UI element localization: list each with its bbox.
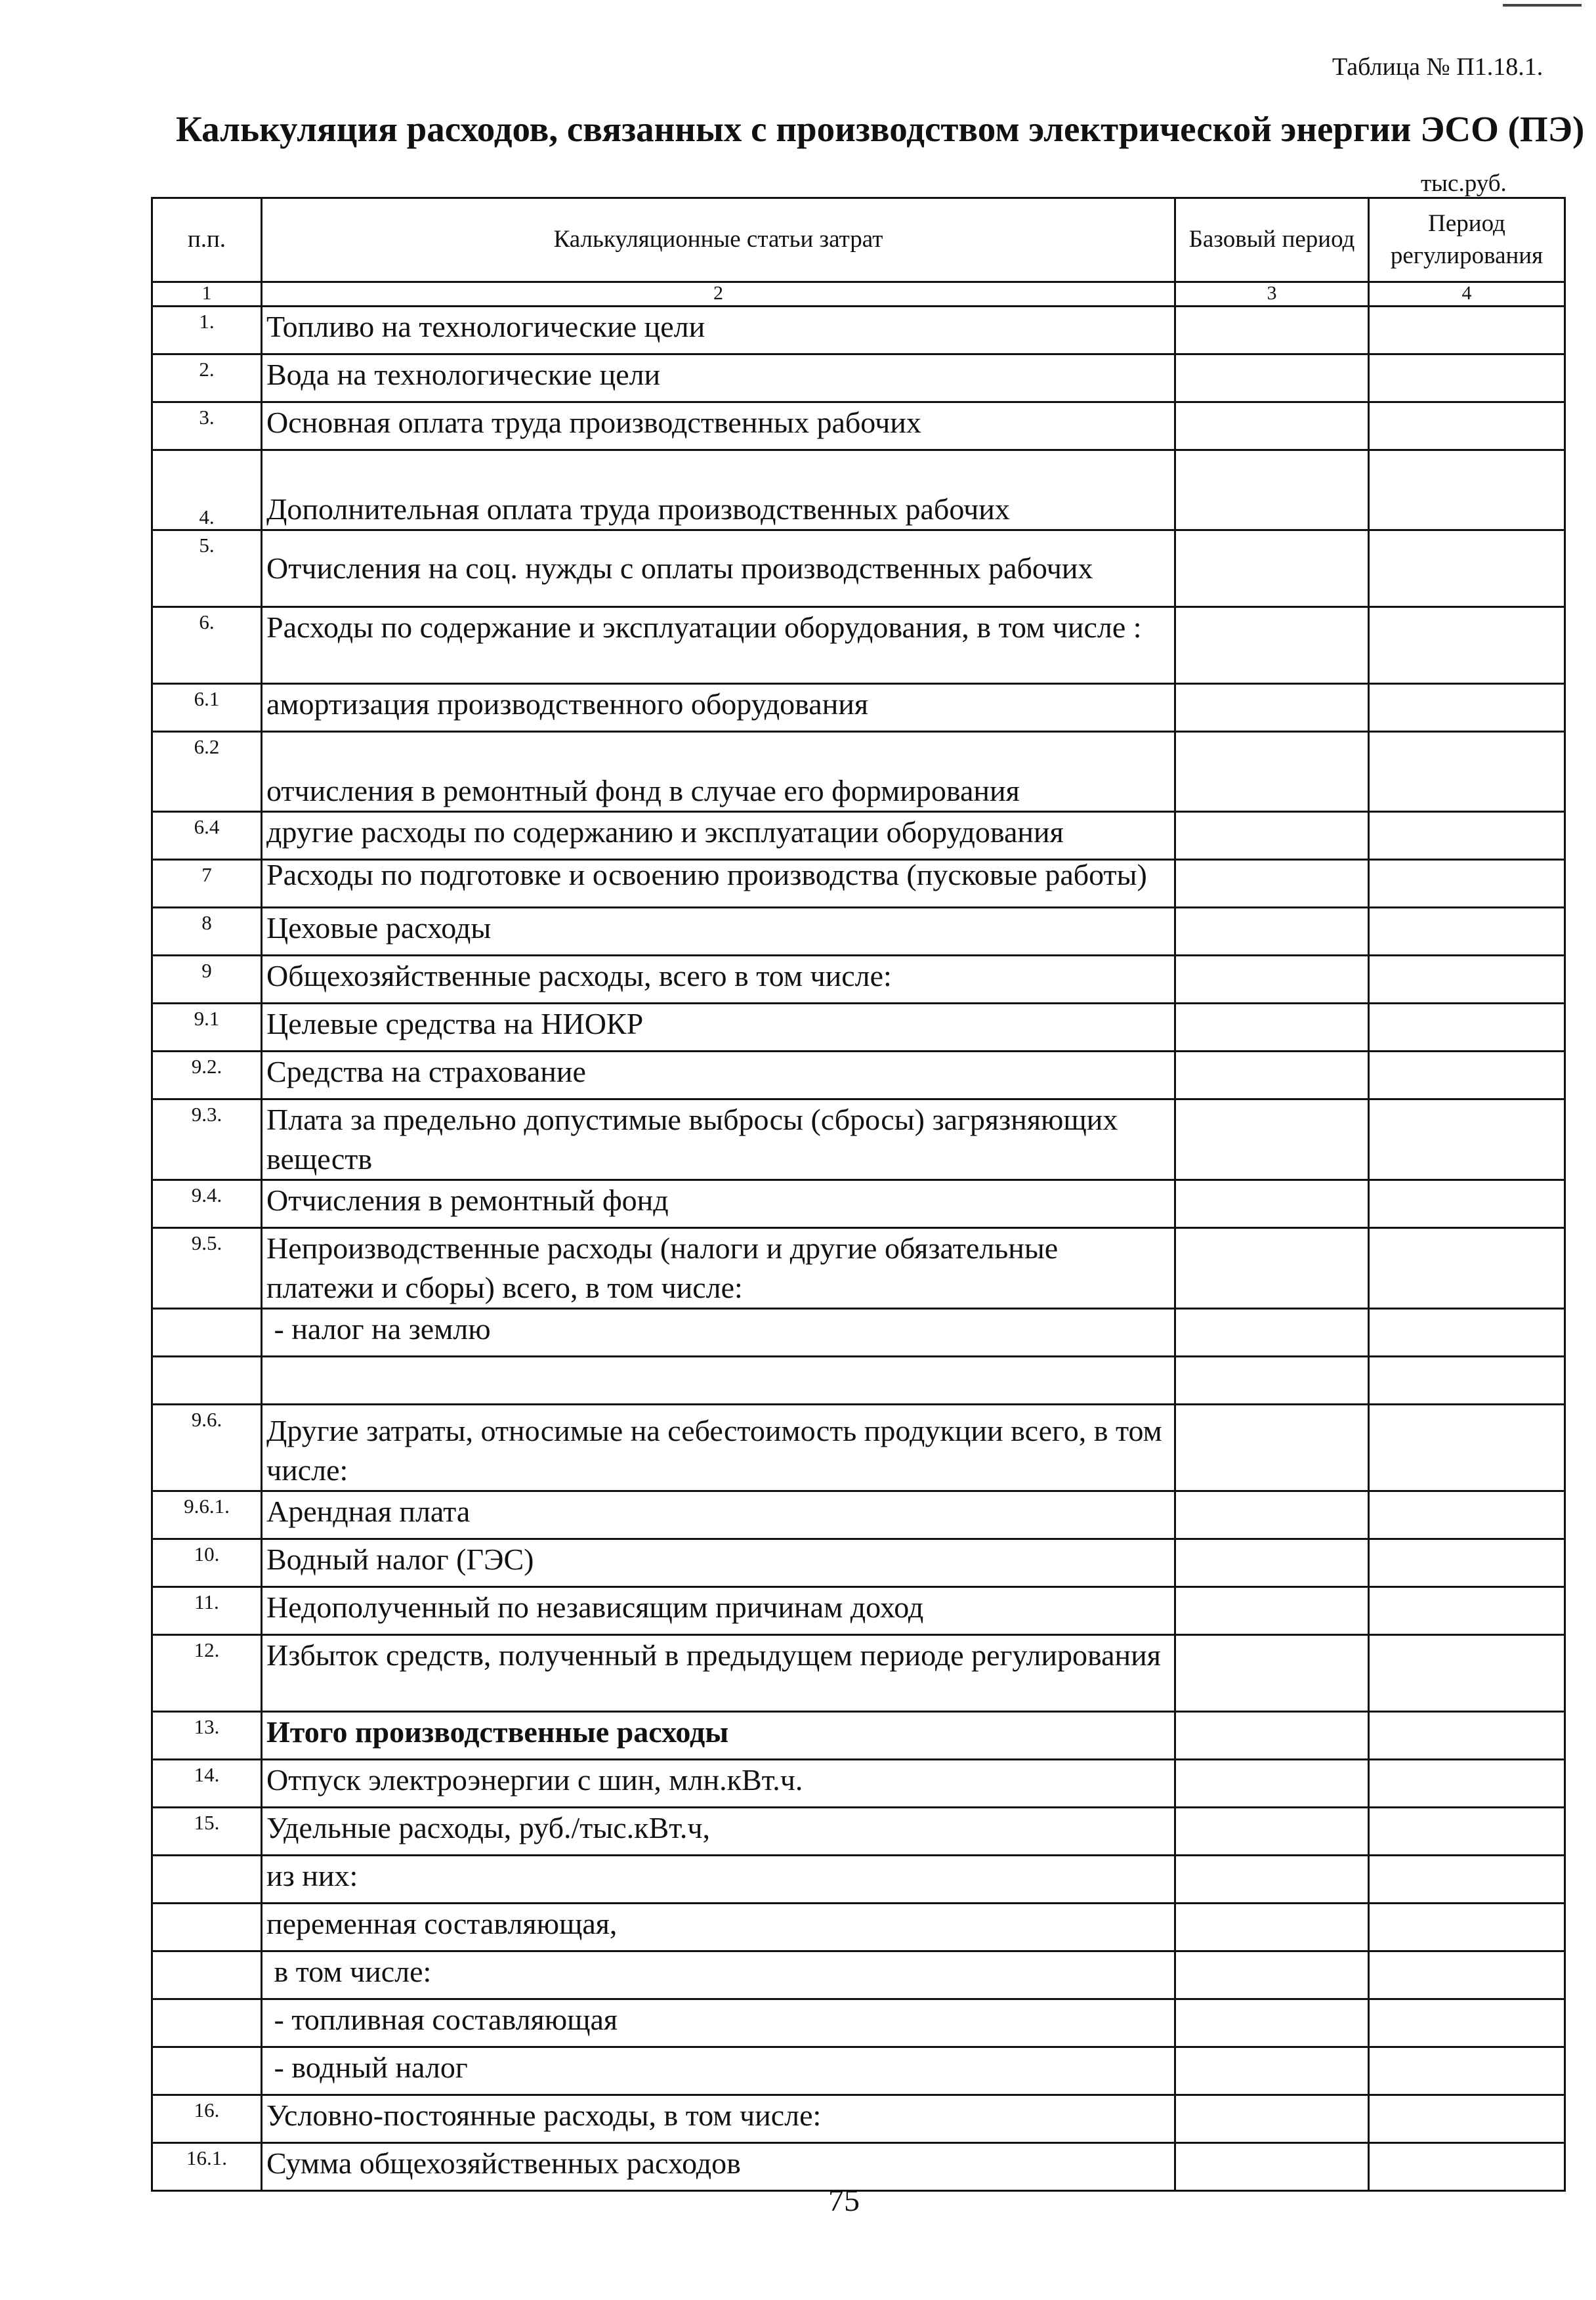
base-period-cell [1175, 1180, 1369, 1228]
table-row [152, 1405, 1565, 1491]
row-label: из них: [262, 1856, 1175, 1904]
table-row [152, 1712, 1565, 1760]
table-row [152, 402, 1565, 450]
row-number: 11. [152, 1587, 262, 1635]
table-row [152, 1904, 1565, 1951]
base-period-cell [1175, 354, 1369, 402]
table-row [152, 1180, 1565, 1228]
row-label: Целевые средства на НИОКР [262, 1004, 1175, 1052]
row-label: Отпуск электроэнергии с шин, млн.кВт.ч. [262, 1760, 1175, 1808]
column-header-items: Калькуляционные статьи затрат [262, 198, 1175, 282]
row-number: 9.1 [152, 1004, 262, 1052]
table-row [152, 1539, 1565, 1587]
base-period-cell [1175, 1587, 1369, 1635]
base-period-cell [1175, 1405, 1369, 1491]
row-number: 9.6.1. [152, 1491, 262, 1539]
row-label: Плата за предельно допустимые выбросы (сбросы) загрязняющих веществ [262, 1099, 1175, 1180]
table-row [152, 354, 1565, 402]
row-number: 6.1 [152, 684, 262, 732]
base-period-cell [1175, 1228, 1369, 1309]
base-period-cell [1175, 402, 1369, 450]
row-number: 9.3. [152, 1099, 262, 1180]
base-period-cell [1175, 2143, 1369, 2191]
regulation-period-cell [1369, 1904, 1565, 1951]
table-row [152, 684, 1565, 732]
row-label: Топливо на технологические цели [262, 307, 1175, 354]
base-period-cell [1175, 908, 1369, 956]
table-row [152, 1808, 1565, 1856]
row-label: Непроизводственные расходы (налоги и другие обязательные платежи и сборы) всего, в том числе: [262, 1228, 1175, 1309]
row-number: 4. [152, 450, 262, 530]
row-label: Дополнительная оплата труда производственных рабочих [262, 450, 1175, 530]
row-number: 15. [152, 1808, 262, 1856]
row-number: 2. [152, 354, 262, 402]
row-number: 6.2 [152, 732, 262, 812]
row-number: 9.2. [152, 1052, 262, 1099]
row-label: - налог на землю [262, 1309, 1175, 1357]
base-period-cell [1175, 1004, 1369, 1052]
base-period-cell [1175, 1904, 1369, 1951]
regulation-period-cell [1369, 1099, 1565, 1180]
table-row [152, 1004, 1565, 1052]
row-number: 16.1. [152, 2143, 262, 2191]
regulation-period-cell [1369, 1004, 1565, 1052]
row-label: Вода на технологические цели [262, 354, 1175, 402]
row-number: 13. [152, 1712, 262, 1760]
regulation-period-cell [1369, 2095, 1565, 2143]
base-period-cell [1175, 1856, 1369, 1904]
row-label: Арендная плата [262, 1491, 1175, 1539]
row-label: Цеховые расходы [262, 908, 1175, 956]
base-period-cell [1175, 1539, 1369, 1587]
regulation-period-cell [1369, 908, 1565, 956]
table-row [152, 908, 1565, 956]
row-number: 10. [152, 1539, 262, 1587]
row-label: Сумма общехозяйственных расходов [262, 2143, 1175, 2191]
row-label: Условно-постоянные расходы, в том числе: [262, 2095, 1175, 2143]
regulation-period-cell [1369, 1760, 1565, 1808]
regulation-period-cell [1369, 1491, 1565, 1539]
table-row [152, 1760, 1565, 1808]
column-number: 4 [1369, 282, 1565, 307]
row-number: 9.4. [152, 1180, 262, 1228]
table-row [152, 307, 1565, 354]
regulation-period-cell [1369, 607, 1565, 684]
regulation-period-cell [1369, 1856, 1565, 1904]
row-label: Избыток средств, полученный в предыдущем периоде регулирования [262, 1635, 1175, 1712]
regulation-period-cell [1369, 1999, 1565, 2047]
row-label: Отчисления на соц. нужды с оплаты производственных рабочих [262, 530, 1175, 607]
regulation-period-cell [1369, 956, 1565, 1004]
base-period-cell [1175, 1052, 1369, 1099]
column-number: 1 [152, 282, 262, 307]
regulation-period-cell [1369, 307, 1565, 354]
base-period-cell [1175, 860, 1369, 908]
row-number: 9.5. [152, 1228, 262, 1309]
row-label: Отчисления в ремонтный фонд [262, 1180, 1175, 1228]
table-row [152, 530, 1565, 607]
base-period-cell [1175, 2095, 1369, 2143]
regulation-period-cell [1369, 354, 1565, 402]
regulation-period-cell [1369, 402, 1565, 450]
row-number [152, 1999, 262, 2047]
regulation-period-cell [1369, 1539, 1565, 1587]
row-label: амортизация производственного оборудования [262, 684, 1175, 732]
row-number: 1. [152, 307, 262, 354]
row-label: Основная оплата труда производственных рабочих [262, 402, 1175, 450]
column-header-regulation-period: Период регулирования [1369, 198, 1565, 282]
base-period-cell [1175, 1635, 1369, 1712]
calculation-table [151, 197, 1566, 2192]
row-label: отчисления в ремонтный фонд в случае его формирования [262, 732, 1175, 812]
base-period-cell [1175, 1808, 1369, 1856]
regulation-period-cell [1369, 1712, 1565, 1760]
row-label: Расходы по содержание и эксплуатации оборудования, в том числе : [262, 607, 1175, 684]
row-label: в том числе: [262, 1951, 1175, 1999]
table-row [152, 2047, 1565, 2095]
column-header-number: п.п. [152, 198, 262, 282]
table-row [152, 1052, 1565, 1099]
regulation-period-cell [1369, 1405, 1565, 1491]
table-row [152, 1309, 1565, 1357]
document-title: Калькуляция расходов, связанных с производством электрической энергии ЭСО (ПЭ) [176, 109, 1585, 149]
row-number: 12. [152, 1635, 262, 1712]
regulation-period-cell [1369, 1808, 1565, 1856]
regulation-period-cell [1369, 1180, 1565, 1228]
regulation-period-cell [1369, 732, 1565, 812]
row-number: 14. [152, 1760, 262, 1808]
base-period-cell [1175, 1309, 1369, 1357]
regulation-period-cell [1369, 2143, 1565, 2191]
row-number: 6.4 [152, 812, 262, 860]
table-row [152, 450, 1565, 530]
row-label: Итого производственные расходы [262, 1712, 1175, 1760]
regulation-period-cell [1369, 1635, 1565, 1712]
table-row [152, 1999, 1565, 2047]
table-row [152, 1856, 1565, 1904]
base-period-cell [1175, 1099, 1369, 1180]
base-period-cell [1175, 450, 1369, 530]
row-label: - водный налог [262, 2047, 1175, 2095]
page-number: 75 [828, 2183, 860, 2218]
regulation-period-cell [1369, 1052, 1565, 1099]
regulation-period-cell [1369, 1228, 1565, 1309]
table-row [152, 812, 1565, 860]
table-row [152, 1951, 1565, 1999]
row-label: другие расходы по содержанию и эксплуатации оборудования [262, 812, 1175, 860]
regulation-period-cell [1369, 450, 1565, 530]
table-row [152, 1491, 1565, 1539]
row-label: - топливная составляющая [262, 1999, 1175, 2047]
corner-mark [1503, 4, 1582, 7]
base-period-cell [1175, 1712, 1369, 1760]
base-period-cell [1175, 1951, 1369, 1999]
base-period-cell [1175, 956, 1369, 1004]
regulation-period-cell [1369, 2047, 1565, 2095]
row-number: 9 [152, 956, 262, 1004]
base-period-cell [1175, 1357, 1369, 1405]
row-label: Расходы по подготовке и освоению производства (пусковые работы) [262, 860, 1175, 908]
row-number: 7 [152, 860, 262, 908]
row-number: 9.6. [152, 1405, 262, 1491]
row-label: Недополученный по независящим причинам доход [262, 1587, 1175, 1635]
regulation-period-cell [1369, 812, 1565, 860]
column-number-row [152, 282, 1565, 307]
table-row [152, 1099, 1565, 1180]
row-number [152, 1357, 262, 1405]
table-row [152, 607, 1565, 684]
base-period-cell [1175, 732, 1369, 812]
regulation-period-cell [1369, 1951, 1565, 1999]
table-row [152, 1357, 1565, 1405]
base-period-cell [1175, 607, 1369, 684]
row-number [152, 2047, 262, 2095]
base-period-cell [1175, 307, 1369, 354]
row-number: 5. [152, 530, 262, 607]
table-header-row [152, 198, 1565, 282]
row-number [152, 1951, 262, 1999]
column-number: 3 [1175, 282, 1369, 307]
table-row [152, 956, 1565, 1004]
table-row [152, 732, 1565, 812]
regulation-period-cell [1369, 1587, 1565, 1635]
base-period-cell [1175, 1760, 1369, 1808]
regulation-period-cell [1369, 1357, 1565, 1405]
base-period-cell [1175, 1491, 1369, 1539]
row-label: Средства на страхование [262, 1052, 1175, 1099]
base-period-cell [1175, 812, 1369, 860]
base-period-cell [1175, 684, 1369, 732]
table-row [152, 1587, 1565, 1635]
base-period-cell [1175, 530, 1369, 607]
table-row [152, 2095, 1565, 2143]
row-number: 3. [152, 402, 262, 450]
row-number [152, 1904, 262, 1951]
regulation-period-cell [1369, 1309, 1565, 1357]
row-number [152, 1856, 262, 1904]
table-row [152, 1228, 1565, 1309]
row-label: Общехозяйственные расходы, всего в том числе: [262, 956, 1175, 1004]
row-label: Другие затраты, относимые на себестоимость продукции всего, в том числе: [262, 1405, 1175, 1491]
regulation-period-cell [1369, 530, 1565, 607]
table-reference: Таблица № П1.18.1. [1332, 53, 1544, 81]
table-row [152, 860, 1565, 908]
row-number: 6. [152, 607, 262, 684]
row-label: переменная составляющая, [262, 1904, 1175, 1951]
row-label: Водный налог (ГЭС) [262, 1539, 1175, 1587]
base-period-cell [1175, 1999, 1369, 2047]
column-number: 2 [262, 282, 1175, 307]
base-period-cell [1175, 2047, 1369, 2095]
row-label: Удельные расходы, руб./тыс.кВт.ч, [262, 1808, 1175, 1856]
row-number: 8 [152, 908, 262, 956]
row-number [152, 1309, 262, 1357]
regulation-period-cell [1369, 860, 1565, 908]
row-label [262, 1357, 1175, 1405]
row-number: 16. [152, 2095, 262, 2143]
column-header-base-period: Базовый период [1175, 198, 1369, 282]
regulation-period-cell [1369, 684, 1565, 732]
unit-label: тыс.руб. [1421, 170, 1507, 197]
table-row [152, 1635, 1565, 1712]
